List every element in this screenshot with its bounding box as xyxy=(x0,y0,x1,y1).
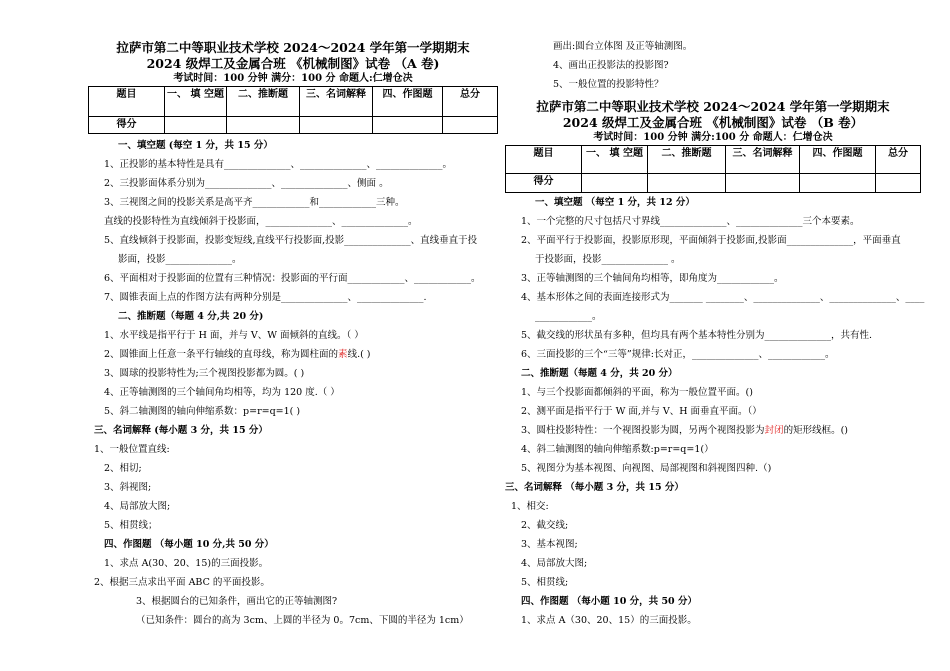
section-heading: 四、作图题 （每小题 10 分,共 50 分） xyxy=(104,539,274,550)
question: 1、求点 A(30、20、15)的三面投影。 xyxy=(104,558,269,569)
exam-a-title-1: 拉萨市第二中等职业技术学校 2024～2024 学年第一学期期末 xyxy=(116,40,470,55)
question: 1、一个完整的尺寸包括尺寸界线______________、______________三个本要素。 xyxy=(521,216,860,227)
question: 5、视图分为基本视图、向视图、局部视图和斜视图四种.（) xyxy=(521,463,772,474)
question: 5、斜二轴测图的轴向伸缩系数：p=r=q=1( ) xyxy=(104,406,301,417)
question: 4、局部放大图; xyxy=(104,501,171,512)
score-input-cell[interactable] xyxy=(800,174,876,193)
question: 6、平面相对于投影面的位置有三种情况：投影面的平行面____________、____________。 xyxy=(104,273,481,284)
exam-a-title-2: 2024 级焊工及金属合班 《机械制图》试卷 （A 卷) xyxy=(146,56,440,71)
section-heading: 一、填空题 (每空 1 分，共 15 分） xyxy=(118,140,273,151)
question-note: （已知条件：圆台的高为 3cm、上圆的半径为 0。7cm、下圆的半径为 1cm） xyxy=(136,615,469,626)
score-header-cell: 三、名词解释 xyxy=(300,87,373,117)
score-input-cell[interactable] xyxy=(300,117,373,134)
score-header-cell: 题目 xyxy=(89,87,165,117)
question: 1、水平线是指平行于 H 面，并与 V、W 面倾斜的直线。（ ） xyxy=(104,330,364,341)
question-continued: 影面，投影______________。 xyxy=(118,254,242,265)
question: 4、局部放大图; xyxy=(521,558,588,569)
score-row-label: 得分 xyxy=(506,174,582,193)
question: 3、根据圆台的已知条件，画出它的正等轴测图? xyxy=(136,596,338,607)
question-text: 线.( ) xyxy=(347,349,371,360)
question: 6、三面投影的三个“三等”规律:长对正，______________、____________。 xyxy=(521,349,835,360)
question: 2、平面平行于投影面，投影原形现，平面倾斜于投影面,投影面______________，平面垂直 xyxy=(521,235,901,246)
question: 1、相交: xyxy=(511,501,549,512)
section-heading: 四、作图题 （每小题 10 分，共 50 分） xyxy=(521,596,697,607)
question-continued: ____________。 xyxy=(535,311,602,322)
exam-b-info: 考试时间：100 分钟 满分:100 分 命题人：仁增仓决 xyxy=(593,132,833,143)
question: 2、截交线; xyxy=(521,520,569,531)
exam-b-title-1: 拉萨市第二中等职业技术学校 2024～2024 学年第一学期期末 xyxy=(536,99,890,114)
question: 1、与三个投影面都倾斜的平面，称为一般位置平面。() xyxy=(521,387,753,398)
question: 1、求点 A（30、20、15）的三面投影。 xyxy=(521,615,697,626)
question: 4、基本形体之间的表面连接形式为_______ ________、______________、______________、____ xyxy=(521,292,925,303)
question: 4、斜二轴测图的轴向伸缩系数:p=r=q=1(） xyxy=(521,444,714,455)
score-input-cell[interactable] xyxy=(648,174,726,193)
score-header-cell: 一、 填 空题 xyxy=(582,146,648,174)
score-input-cell[interactable] xyxy=(726,174,800,193)
exam-a-score-table xyxy=(88,86,498,134)
exam-b-title-2: 2024 级焊工及金属合班 《机械制图》试卷 （B 卷） xyxy=(562,115,864,130)
question: 5、相贯线； xyxy=(104,520,158,531)
question: 5、相贯线; xyxy=(521,577,569,588)
exam-b-score-table xyxy=(505,145,921,193)
question xyxy=(88,345,498,364)
question: 1、一般位置直线: xyxy=(94,444,170,455)
section-heading: 二、推断题（每题 4 分,共 20 分) xyxy=(118,311,264,322)
section-heading: 三、名词解释 (每小题 3 分，共 15 分） xyxy=(94,425,268,436)
question: 2、根据三点求出平面 ABC 的平面投影。 xyxy=(94,577,270,588)
score-header-cell: 总分 xyxy=(443,87,498,117)
question-text: 2、圆锥面上任意一条平行轴线的直母线，称为圆柱面的 xyxy=(104,349,339,360)
score-input-cell[interactable] xyxy=(227,117,300,134)
score-header-cell: 四、作图题 xyxy=(800,146,876,174)
question-text: 3、圆柱投影特性：一个视图投影为圆，另两个视图投影为 xyxy=(521,425,765,436)
question: 4、画出正投影法的投影图? xyxy=(553,60,669,71)
section-heading: 二、推断题（每题 4 分，共 20 分） xyxy=(521,368,678,379)
question: 1、正投影的基本特性是具有______________、______________、______________。 xyxy=(104,159,453,170)
score-header-cell: 三、名词解释 xyxy=(726,146,800,174)
score-header-cell: 一、 填 空题 xyxy=(165,87,227,117)
question-text: 的矩形线框。() xyxy=(783,425,848,436)
exam-b xyxy=(505,0,925,630)
score-input-cell[interactable] xyxy=(165,117,227,134)
highlighted-text: 封闭 xyxy=(764,425,784,436)
score-header-cell: 二、推断题 xyxy=(227,87,300,117)
score-header-cell: 题目 xyxy=(506,146,582,174)
highlighted-text: 素 xyxy=(338,349,348,360)
section-heading: 一、填空题 （每空 1 分，共 12 分） xyxy=(535,197,695,208)
question: 2、三投影面体系分别为______________、______________、侧面 。 xyxy=(104,178,389,189)
exam-a-info: 考试时间：100 分钟 满分：100 分 命题人:仁增仓决 xyxy=(173,73,413,84)
question: 2、相切; xyxy=(104,463,142,474)
question: 4、正等轴测图的三个轴间角均相等，均为 120 度.（ ） xyxy=(104,387,340,398)
question: 2、测平面是指平行于 W 面,并与 V、H 面垂直平面。（） xyxy=(521,406,762,417)
score-header-cell: 二、推断题 xyxy=(648,146,726,174)
question: 5、一般位置的投影特性？ xyxy=(553,79,664,90)
question: 5、截交线的形状虽有多种，但均具有两个基本特性分别为______________，共有性. xyxy=(521,330,873,341)
question: 直线的投影特性为直线倾斜于投影面，______________、______________。 xyxy=(104,216,418,227)
question: 3、三视图之间的投影关系是高平齐____________和____________三种。 xyxy=(104,197,405,208)
question: 5、直线倾斜于投影面，投影变短线,直线平行投影面,投影______________、直线垂直于投 xyxy=(104,235,478,246)
question: 3、基本视图; xyxy=(521,539,578,550)
score-header-cell: 四、作图题 xyxy=(373,87,443,117)
score-input-cell[interactable] xyxy=(876,174,921,193)
question: 3、圆球的投影特性为;三个视图投影都为圆。( ) xyxy=(104,368,305,379)
section-heading: 三、名词解释 （每小题 3 分，共 15 分） xyxy=(505,482,684,493)
score-row-label: 得分 xyxy=(89,117,165,134)
exam-a xyxy=(88,0,498,630)
score-input-cell[interactable] xyxy=(443,117,498,134)
score-input-cell[interactable] xyxy=(373,117,443,134)
score-header-cell: 总分 xyxy=(876,146,921,174)
question xyxy=(505,421,921,440)
question: 3、正等轴测图的三个轴间角均相等，即角度为____________。 xyxy=(521,273,784,284)
question: 3、斜视图; xyxy=(104,482,152,493)
score-input-cell[interactable] xyxy=(582,174,648,193)
question: 7、圆锥表面上点的作图方法有两种分别是______________、______________. xyxy=(104,292,427,303)
question-continued: 画出:圆台立体图 及正等轴测图。 xyxy=(553,41,693,52)
question-continued: 于投影面，投影______________ 。 xyxy=(535,254,681,265)
